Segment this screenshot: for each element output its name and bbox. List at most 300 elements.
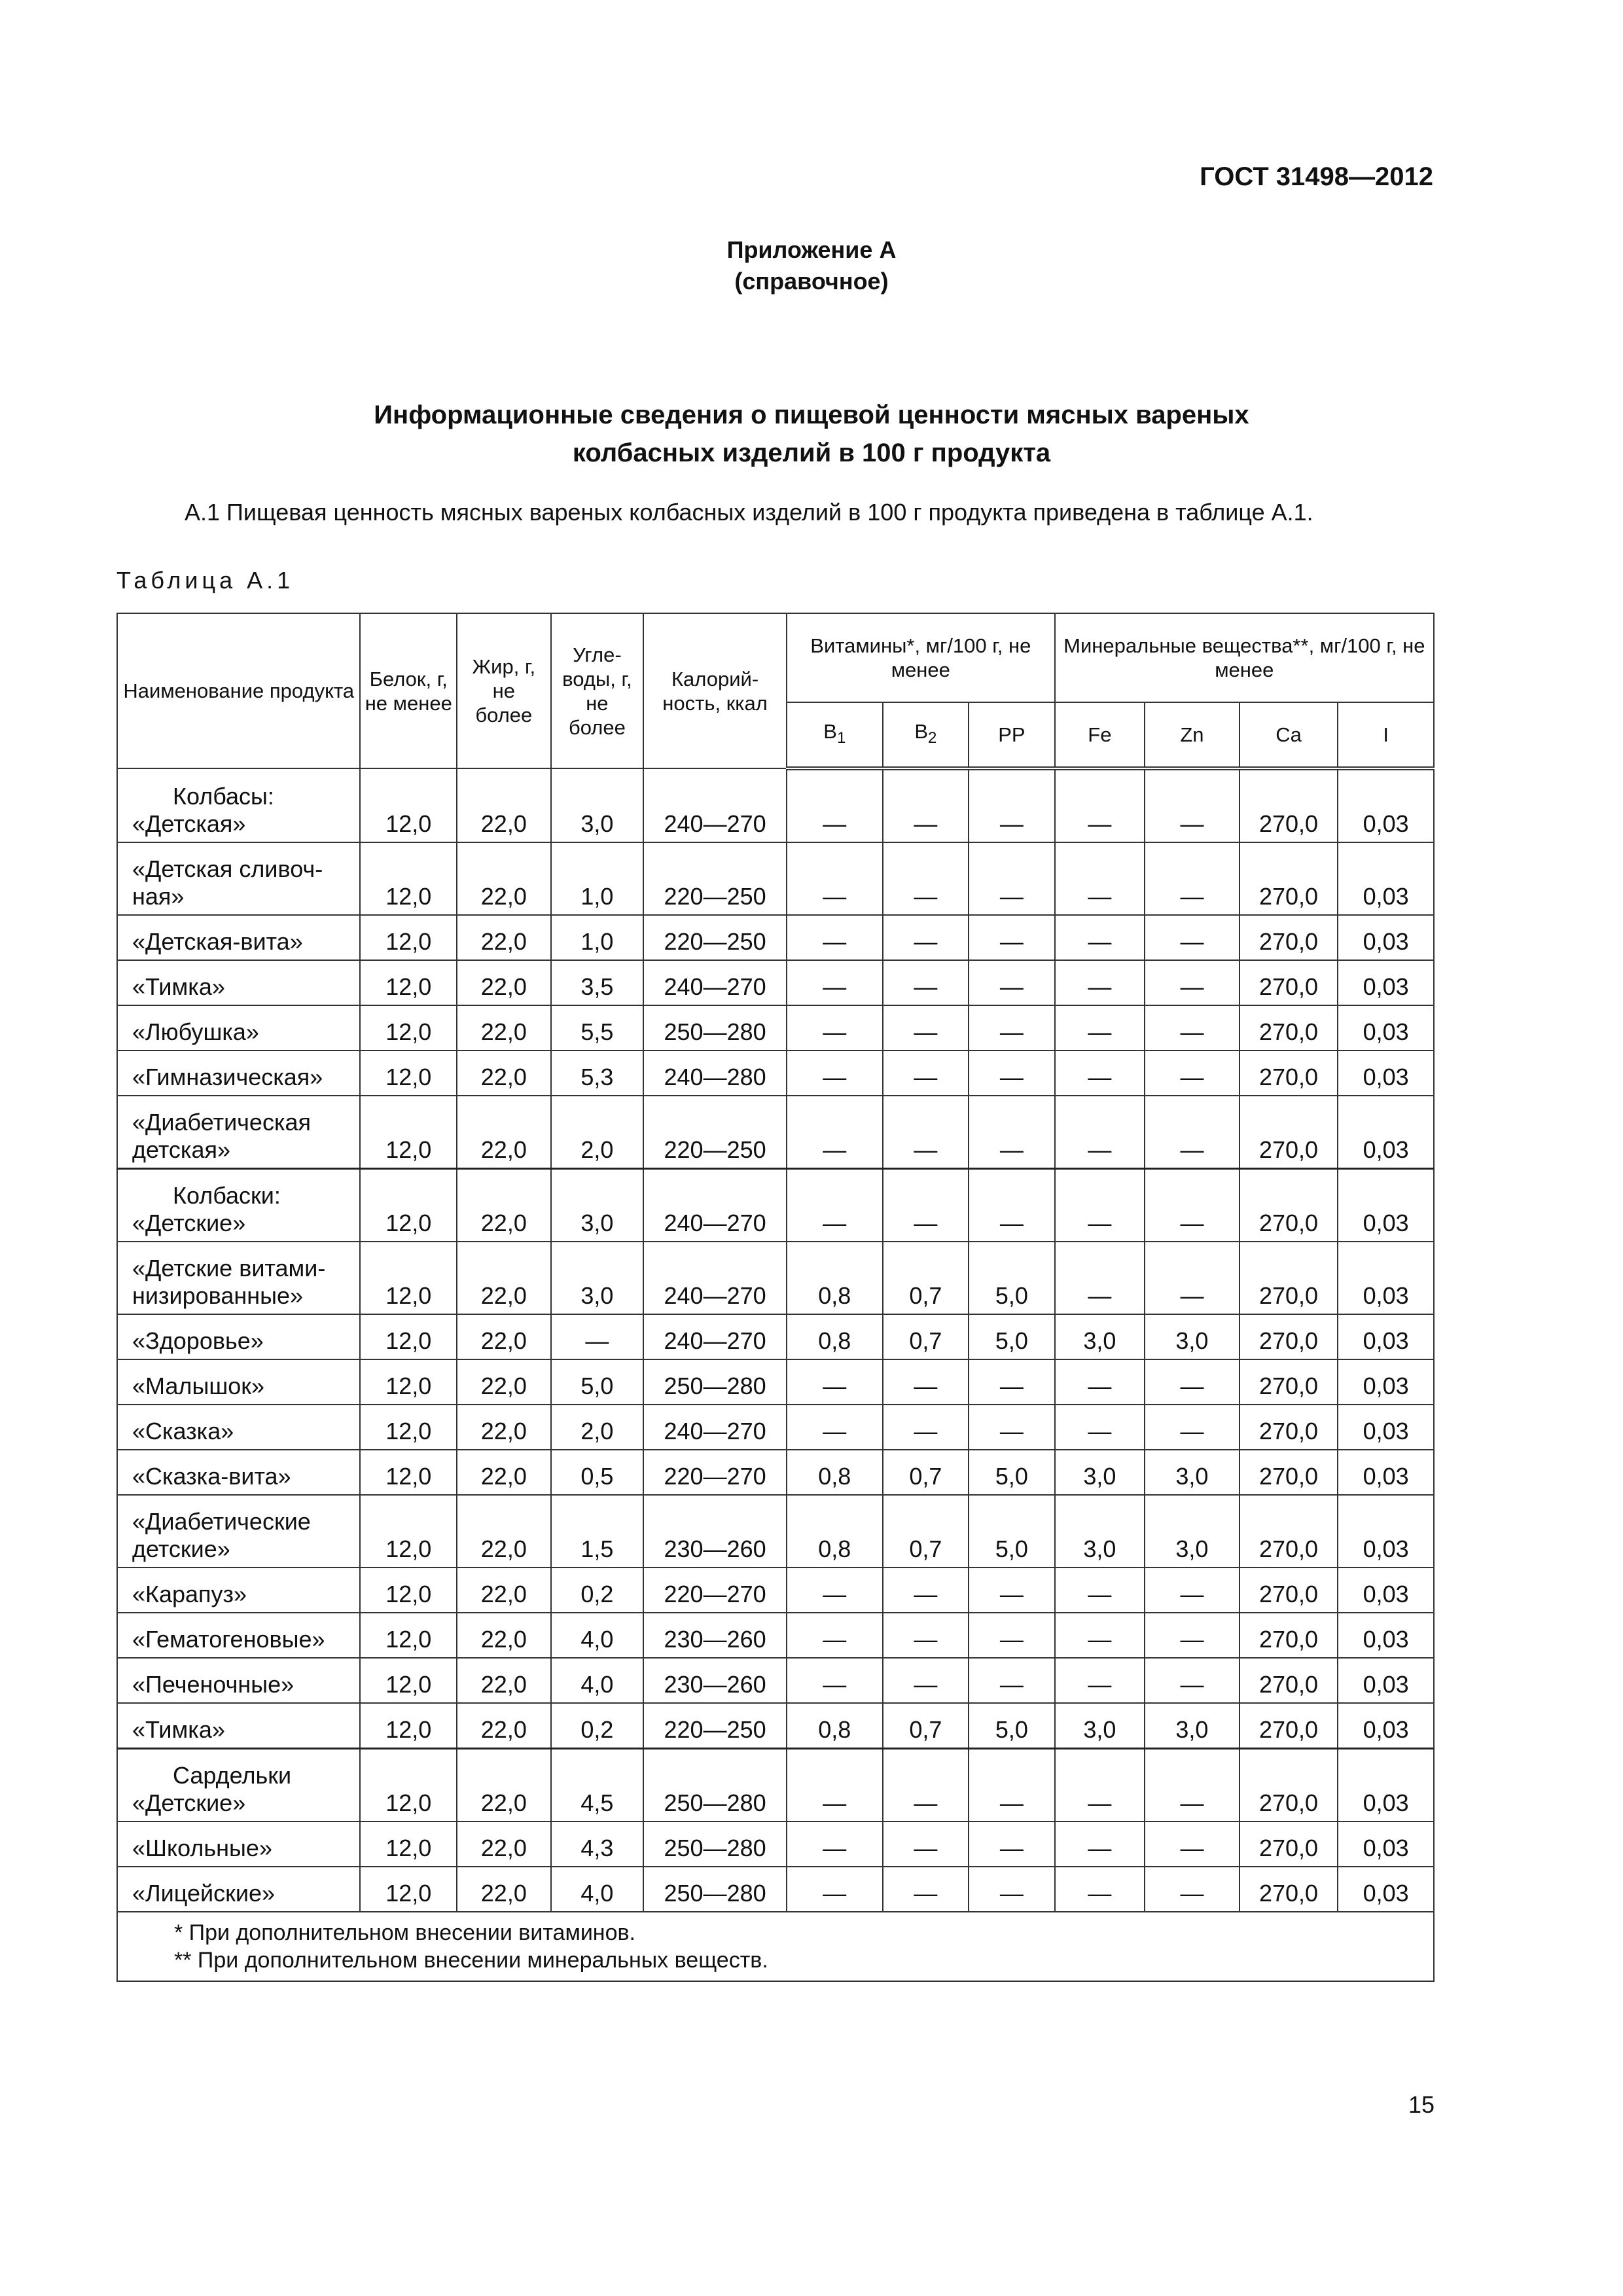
value-cell: 22,0 xyxy=(457,1405,551,1450)
value-cell: — xyxy=(1055,1359,1145,1405)
product-name: «Здоровье» xyxy=(132,1327,264,1354)
header-name: Наименование продукта xyxy=(117,613,360,768)
value-cell: 270,0 xyxy=(1240,1359,1338,1405)
value-cell: — xyxy=(787,915,883,960)
value-cell: — xyxy=(1145,1359,1240,1405)
value-cell: — xyxy=(1055,1242,1145,1314)
value-cell: 22,0 xyxy=(457,1050,551,1096)
product-name: «Детские витами-низированные» xyxy=(132,1255,326,1309)
value-cell: 270,0 xyxy=(1240,1568,1338,1613)
value-cell: — xyxy=(969,1405,1055,1450)
value-cell: 270,0 xyxy=(1240,768,1338,842)
value-cell: 5,0 xyxy=(969,1703,1055,1749)
value-cell: 12,0 xyxy=(360,960,457,1005)
value-cell: — xyxy=(883,1821,969,1867)
table-row xyxy=(117,768,1434,842)
value-cell: 0,03 xyxy=(1338,1050,1434,1096)
table-row xyxy=(117,1450,1434,1495)
value-cell: — xyxy=(969,1096,1055,1169)
value-cell: — xyxy=(1145,1005,1240,1050)
product-name: «Малышок» xyxy=(132,1372,264,1399)
value-cell: 22,0 xyxy=(457,1749,551,1822)
section-title xyxy=(0,396,1623,472)
value-cell: 22,0 xyxy=(457,1169,551,1242)
value-cell: 270,0 xyxy=(1240,1749,1338,1822)
value-cell: 12,0 xyxy=(360,1359,457,1405)
product-name-cell xyxy=(117,960,360,1005)
header-protein: Белок, г, не менее xyxy=(360,613,457,768)
table-row xyxy=(117,1005,1434,1050)
value-cell: — xyxy=(1145,1050,1240,1096)
value-cell: — xyxy=(969,1613,1055,1658)
product-name: «Детские» xyxy=(132,1210,246,1236)
value-cell: 5,5 xyxy=(551,1005,644,1050)
table-row xyxy=(117,1096,1434,1169)
value-cell: 3,0 xyxy=(1145,1314,1240,1359)
product-name: «Гимназическая» xyxy=(132,1064,323,1090)
value-cell: 220—250 xyxy=(643,1703,787,1749)
value-cell: — xyxy=(883,1658,969,1703)
value-cell: — xyxy=(787,1867,883,1912)
value-cell: — xyxy=(787,1613,883,1658)
product-name: «Лицейские» xyxy=(132,1880,276,1907)
value-cell: 0,7 xyxy=(883,1703,969,1749)
value-cell: 230—260 xyxy=(643,1658,787,1703)
product-name: «Любушка» xyxy=(132,1018,259,1045)
value-cell: — xyxy=(1145,1749,1240,1822)
value-cell: — xyxy=(787,1568,883,1613)
value-cell: — xyxy=(969,1169,1055,1242)
value-cell: 0,03 xyxy=(1338,1096,1434,1169)
value-cell: — xyxy=(969,1005,1055,1050)
product-name: «Тимка» xyxy=(132,1716,225,1743)
value-cell: 22,0 xyxy=(457,1613,551,1658)
value-cell: 3,0 xyxy=(1055,1314,1145,1359)
value-cell: 4,0 xyxy=(551,1613,644,1658)
value-cell: 12,0 xyxy=(360,768,457,842)
value-cell: — xyxy=(1145,960,1240,1005)
footnote-minerals: ** При дополнительном внесении минеральных веществ. xyxy=(174,1948,768,1973)
table-footnotes xyxy=(117,1912,1434,1981)
value-cell: — xyxy=(969,1749,1055,1822)
value-cell: 22,0 xyxy=(457,960,551,1005)
value-cell: 0,03 xyxy=(1338,842,1434,915)
value-cell: — xyxy=(1145,1096,1240,1169)
product-name: «Гематогеновые» xyxy=(132,1626,325,1653)
value-cell: 0,03 xyxy=(1338,1242,1434,1314)
value-cell: 12,0 xyxy=(360,1169,457,1242)
value-cell: 5,0 xyxy=(969,1495,1055,1568)
value-cell: — xyxy=(1055,842,1145,915)
value-cell: 2,0 xyxy=(551,1096,644,1169)
value-cell: 5,0 xyxy=(969,1242,1055,1314)
value-cell: 240—280 xyxy=(643,1050,787,1096)
value-cell: — xyxy=(787,1821,883,1867)
value-cell: — xyxy=(969,1821,1055,1867)
value-cell: 3,0 xyxy=(1055,1703,1145,1749)
product-name-cell xyxy=(117,1169,360,1242)
value-cell: 22,0 xyxy=(457,1005,551,1050)
value-cell: 0,7 xyxy=(883,1450,969,1495)
header-pp: PP xyxy=(969,702,1055,768)
value-cell: 4,3 xyxy=(551,1821,644,1867)
product-name: «Детские» xyxy=(132,1789,246,1816)
product-name: «Детская» xyxy=(132,810,246,837)
value-cell: 1,0 xyxy=(551,842,644,915)
value-cell: 4,5 xyxy=(551,1749,644,1822)
value-cell: 22,0 xyxy=(457,1658,551,1703)
value-cell: 250—280 xyxy=(643,1749,787,1822)
value-cell: — xyxy=(1145,1169,1240,1242)
table-row xyxy=(117,1169,1434,1242)
value-cell: 270,0 xyxy=(1240,1405,1338,1450)
value-cell: — xyxy=(883,1050,969,1096)
value-cell: — xyxy=(883,1867,969,1912)
nutrition-table xyxy=(116,613,1435,1982)
value-cell: 3,0 xyxy=(1145,1495,1240,1568)
value-cell: 0,5 xyxy=(551,1450,644,1495)
value-cell: 230—260 xyxy=(643,1495,787,1568)
value-cell: — xyxy=(1055,1096,1145,1169)
value-cell: — xyxy=(1055,1658,1145,1703)
value-cell: — xyxy=(883,1096,969,1169)
value-cell: 270,0 xyxy=(1240,1169,1338,1242)
value-cell: — xyxy=(1055,1405,1145,1450)
header-vitamins: Витамины*, мг/100 г, не менее xyxy=(787,613,1055,702)
value-cell: 22,0 xyxy=(457,1096,551,1169)
value-cell: — xyxy=(969,1568,1055,1613)
value-cell: — xyxy=(1055,960,1145,1005)
value-cell: 240—270 xyxy=(643,960,787,1005)
value-cell: 270,0 xyxy=(1240,1314,1338,1359)
value-cell: — xyxy=(1055,1568,1145,1613)
value-cell: — xyxy=(883,768,969,842)
value-cell: 12,0 xyxy=(360,842,457,915)
value-cell: 12,0 xyxy=(360,1405,457,1450)
footnote-vitamins: * При дополнительном внесении витаминов. xyxy=(174,1920,636,1945)
header-carbs: Угле-воды, г, не более xyxy=(551,613,644,768)
value-cell: — xyxy=(969,1867,1055,1912)
value-cell: 3,0 xyxy=(551,1169,644,1242)
value-cell: — xyxy=(883,1613,969,1658)
appendix-note: (справочное) xyxy=(734,268,889,295)
value-cell: — xyxy=(969,768,1055,842)
value-cell: 22,0 xyxy=(457,842,551,915)
product-name-cell xyxy=(117,1405,360,1450)
value-cell: — xyxy=(883,1405,969,1450)
value-cell: 240—270 xyxy=(643,1314,787,1359)
value-cell: 0,03 xyxy=(1338,1314,1434,1359)
value-cell: — xyxy=(1145,1242,1240,1314)
value-cell: — xyxy=(1055,1005,1145,1050)
value-cell: — xyxy=(787,960,883,1005)
value-cell: — xyxy=(1145,1405,1240,1450)
value-cell: 0,8 xyxy=(787,1242,883,1314)
value-cell: 3,0 xyxy=(1055,1450,1145,1495)
value-cell: — xyxy=(1145,1568,1240,1613)
value-cell: 270,0 xyxy=(1240,1242,1338,1314)
value-cell: 1,5 xyxy=(551,1495,644,1568)
intro-paragraph: А.1 Пищевая ценность мясных вареных колбасных изделий в 100 г продукта приведена в таблице А.1. xyxy=(185,499,1313,526)
value-cell: 12,0 xyxy=(360,1495,457,1568)
value-cell: 0,8 xyxy=(787,1495,883,1568)
product-name-cell xyxy=(117,1242,360,1314)
value-cell: 12,0 xyxy=(360,1005,457,1050)
value-cell: 12,0 xyxy=(360,1096,457,1169)
value-cell: — xyxy=(787,1050,883,1096)
product-name-cell xyxy=(117,1450,360,1495)
value-cell: 2,0 xyxy=(551,1405,644,1450)
value-cell: 1,0 xyxy=(551,915,644,960)
table-row xyxy=(117,1314,1434,1359)
value-cell: 250—280 xyxy=(643,1359,787,1405)
value-cell: 240—270 xyxy=(643,1169,787,1242)
product-name: «Сказка-вита» xyxy=(132,1463,291,1490)
header-zn: Zn xyxy=(1145,702,1240,768)
value-cell: 0,03 xyxy=(1338,768,1434,842)
table-row xyxy=(117,1867,1434,1912)
value-cell: 0,2 xyxy=(551,1703,644,1749)
value-cell: 270,0 xyxy=(1240,1050,1338,1096)
value-cell: 3,0 xyxy=(1055,1495,1145,1568)
value-cell: 22,0 xyxy=(457,768,551,842)
product-group-label: Колбасы: xyxy=(173,783,274,810)
value-cell: 3,0 xyxy=(551,768,644,842)
value-cell: 230—260 xyxy=(643,1613,787,1658)
value-cell: 0,03 xyxy=(1338,1821,1434,1867)
value-cell: 22,0 xyxy=(457,915,551,960)
table-row xyxy=(117,915,1434,960)
value-cell: — xyxy=(883,1359,969,1405)
value-cell: 22,0 xyxy=(457,1821,551,1867)
value-cell: 250—280 xyxy=(643,1867,787,1912)
value-cell: — xyxy=(969,1359,1055,1405)
value-cell: 270,0 xyxy=(1240,1658,1338,1703)
value-cell: 0,03 xyxy=(1338,1169,1434,1242)
product-name-cell xyxy=(117,1568,360,1613)
product-name-cell xyxy=(117,1005,360,1050)
value-cell: 220—270 xyxy=(643,1568,787,1613)
product-name-cell xyxy=(117,842,360,915)
table-row xyxy=(117,1495,1434,1568)
value-cell: — xyxy=(1055,768,1145,842)
value-cell: — xyxy=(787,1658,883,1703)
value-cell: — xyxy=(787,842,883,915)
value-cell: 240—270 xyxy=(643,1242,787,1314)
value-cell: — xyxy=(1055,1821,1145,1867)
table-row xyxy=(117,1359,1434,1405)
value-cell: 12,0 xyxy=(360,1821,457,1867)
value-cell: 22,0 xyxy=(457,1314,551,1359)
value-cell: — xyxy=(1145,1658,1240,1703)
product-name: «Сказка» xyxy=(132,1418,234,1444)
product-name: «Диабетические детские» xyxy=(132,1508,311,1562)
value-cell: — xyxy=(787,1096,883,1169)
value-cell: 0,03 xyxy=(1338,915,1434,960)
value-cell: 250—280 xyxy=(643,1821,787,1867)
product-name: «Печеночные» xyxy=(132,1671,294,1698)
value-cell: 4,0 xyxy=(551,1658,644,1703)
value-cell: 3,0 xyxy=(551,1242,644,1314)
table-row xyxy=(117,1821,1434,1867)
value-cell: 270,0 xyxy=(1240,1613,1338,1658)
value-cell: 270,0 xyxy=(1240,915,1338,960)
product-name: «Карапуз» xyxy=(132,1581,247,1607)
product-name-cell xyxy=(117,1050,360,1096)
value-cell: — xyxy=(1055,1867,1145,1912)
value-cell: 0,03 xyxy=(1338,1405,1434,1450)
value-cell: 22,0 xyxy=(457,1568,551,1613)
table-row xyxy=(117,842,1434,915)
value-cell: 3,0 xyxy=(1145,1450,1240,1495)
value-cell: 12,0 xyxy=(360,1613,457,1658)
value-cell: 0,8 xyxy=(787,1314,883,1359)
value-cell: — xyxy=(969,915,1055,960)
value-cell: 12,0 xyxy=(360,1314,457,1359)
header-ca: Ca xyxy=(1240,702,1338,768)
product-name: «Школьные» xyxy=(132,1835,272,1861)
value-cell: 12,0 xyxy=(360,1749,457,1822)
header-b2: $B_2$ xyxy=(883,702,969,768)
value-cell: 0,7 xyxy=(883,1495,969,1568)
value-cell: — xyxy=(883,1568,969,1613)
value-cell: 22,0 xyxy=(457,1867,551,1912)
value-cell: 270,0 xyxy=(1240,1005,1338,1050)
value-cell: — xyxy=(787,1169,883,1242)
product-name-cell xyxy=(117,1821,360,1867)
product-name: «Детская-вита» xyxy=(132,928,303,955)
value-cell: 0,7 xyxy=(883,1314,969,1359)
value-cell: 270,0 xyxy=(1240,1821,1338,1867)
value-cell: 5,0 xyxy=(969,1450,1055,1495)
value-cell: 0,03 xyxy=(1338,1867,1434,1912)
value-cell: — xyxy=(787,1359,883,1405)
value-cell: — xyxy=(1055,1050,1145,1096)
value-cell: — xyxy=(969,1050,1055,1096)
value-cell: 3,0 xyxy=(1145,1703,1240,1749)
value-cell: — xyxy=(883,1169,969,1242)
value-cell: 0,03 xyxy=(1338,1495,1434,1568)
product-name-cell xyxy=(117,1613,360,1658)
product-name-cell xyxy=(117,1749,360,1822)
value-cell: — xyxy=(1145,915,1240,960)
value-cell: — xyxy=(1055,1169,1145,1242)
value-cell: 0,7 xyxy=(883,1242,969,1314)
value-cell: 0,8 xyxy=(787,1703,883,1749)
header-calories: Калорий-ность, ккал xyxy=(643,613,787,768)
value-cell: 4,0 xyxy=(551,1867,644,1912)
document-code: ГОСТ 31498—2012 xyxy=(1200,162,1433,191)
value-cell: — xyxy=(883,842,969,915)
value-cell: 0,03 xyxy=(1338,1005,1434,1050)
section-title-line-1: Информационные сведения о пищевой ценности мясных вареных xyxy=(374,401,1249,429)
value-cell: 250—280 xyxy=(643,1005,787,1050)
value-cell: 5,3 xyxy=(551,1050,644,1096)
value-cell: — xyxy=(883,915,969,960)
header-i: I xyxy=(1338,702,1434,768)
value-cell: 240—270 xyxy=(643,768,787,842)
value-cell: 0,03 xyxy=(1338,1359,1434,1405)
value-cell: 220—250 xyxy=(643,842,787,915)
value-cell: 22,0 xyxy=(457,1450,551,1495)
value-cell: 0,2 xyxy=(551,1568,644,1613)
value-cell: — xyxy=(1145,1821,1240,1867)
value-cell: — xyxy=(787,1005,883,1050)
value-cell: 12,0 xyxy=(360,915,457,960)
table-row xyxy=(117,1703,1434,1749)
value-cell: 220—250 xyxy=(643,915,787,960)
value-cell: 270,0 xyxy=(1240,1450,1338,1495)
table-label: Таблица А.1 xyxy=(116,567,294,594)
value-cell: 0,03 xyxy=(1338,1450,1434,1495)
value-cell: 12,0 xyxy=(360,1867,457,1912)
value-cell: 0,03 xyxy=(1338,1613,1434,1658)
value-cell: — xyxy=(1055,915,1145,960)
value-cell: — xyxy=(969,960,1055,1005)
table-row xyxy=(117,1242,1434,1314)
value-cell: — xyxy=(1145,842,1240,915)
value-cell: — xyxy=(883,960,969,1005)
product-name-cell xyxy=(117,1495,360,1568)
product-name-cell xyxy=(117,1658,360,1703)
value-cell: — xyxy=(787,1405,883,1450)
header-fat: Жир, г, не более xyxy=(457,613,551,768)
value-cell: 12,0 xyxy=(360,1242,457,1314)
table-row xyxy=(117,960,1434,1005)
section-title-line-2: колбасных изделий в 100 г продукта xyxy=(572,439,1051,467)
product-name-cell xyxy=(117,1096,360,1169)
value-cell: 0,03 xyxy=(1338,960,1434,1005)
value-cell: 240—270 xyxy=(643,1405,787,1450)
value-cell: 22,0 xyxy=(457,1242,551,1314)
value-cell: 0,03 xyxy=(1338,1658,1434,1703)
table-row xyxy=(117,1405,1434,1450)
value-cell: 270,0 xyxy=(1240,1867,1338,1912)
value-cell: 3,5 xyxy=(551,960,644,1005)
value-cell: — xyxy=(883,1005,969,1050)
value-cell: — xyxy=(969,842,1055,915)
value-cell: 5,0 xyxy=(551,1359,644,1405)
table-row xyxy=(117,1050,1434,1096)
table-row xyxy=(117,1749,1434,1822)
value-cell: 270,0 xyxy=(1240,1495,1338,1568)
value-cell: — xyxy=(1145,768,1240,842)
header-minerals: Минеральные вещества**, мг/100 г, не менее xyxy=(1055,613,1434,702)
appendix-heading xyxy=(0,234,1623,297)
product-group-label: Сардельки xyxy=(173,1762,292,1789)
value-cell: — xyxy=(787,768,883,842)
header-b1: $B_1$ xyxy=(787,702,883,768)
value-cell: 270,0 xyxy=(1240,1703,1338,1749)
product-name-cell xyxy=(117,1703,360,1749)
product-group-label: Колбаски: xyxy=(173,1182,281,1209)
value-cell: 0,8 xyxy=(787,1450,883,1495)
value-cell: 22,0 xyxy=(457,1495,551,1568)
value-cell: 12,0 xyxy=(360,1703,457,1749)
value-cell: 0,03 xyxy=(1338,1568,1434,1613)
value-cell: — xyxy=(1055,1613,1145,1658)
value-cell: 22,0 xyxy=(457,1703,551,1749)
value-cell: 12,0 xyxy=(360,1658,457,1703)
value-cell: 12,0 xyxy=(360,1050,457,1096)
product-name-cell xyxy=(117,915,360,960)
value-cell: 0,03 xyxy=(1338,1749,1434,1822)
value-cell: — xyxy=(883,1749,969,1822)
value-cell: — xyxy=(1145,1613,1240,1658)
value-cell: 22,0 xyxy=(457,1359,551,1405)
product-name: «Диабетическая детская» xyxy=(132,1109,312,1163)
value-cell: 12,0 xyxy=(360,1568,457,1613)
